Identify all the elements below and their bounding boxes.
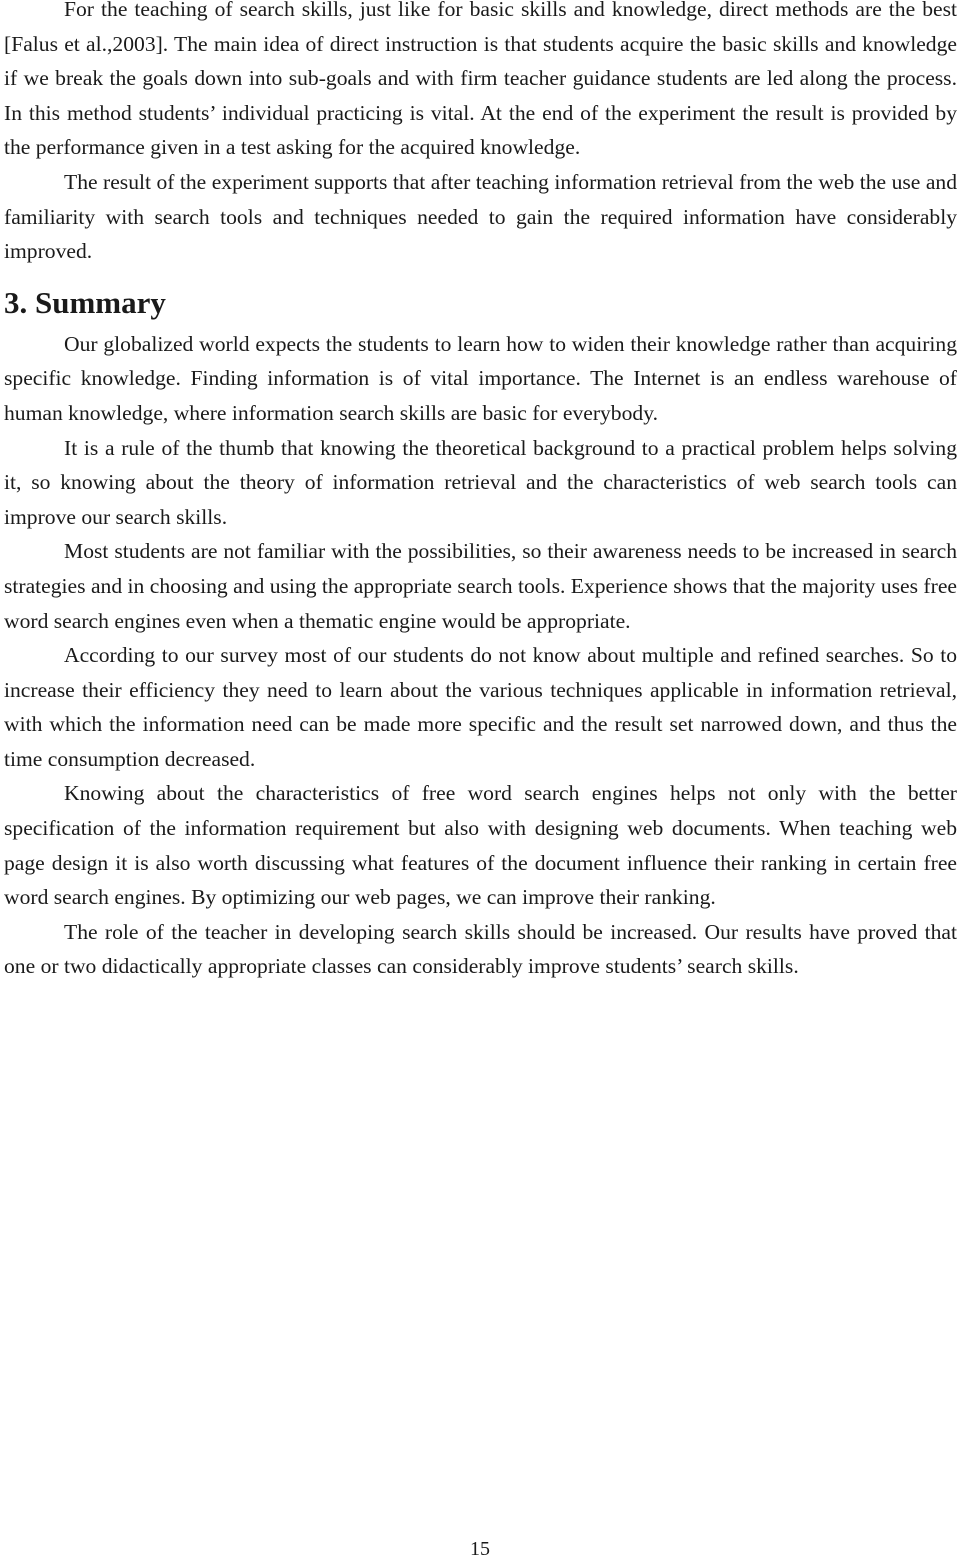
paragraph-direct-methods: For the teaching of search skills, just like for basic skills and knowledge, direct methods are the best [Falus et al.,2003]. The main idea of direct instruction is that students acquire the basic skills and knowledge if we break the goals down into sub-goals and with firm teacher guidance students are led along the process. In this method students’ individual practicing is vital. At the end of the experiment the result is provided by the performance given in a test asking for the acquired knowledge.	[4, 0, 957, 160]
paragraph-search-engines: Knowing about the characteristics of free word search engines helps not only with the better specification of the information requirement but also with designing web documents. When teaching web page design it is also worth discussing what features of the document influence their ranking in certain free word search engines. By optimizing our web pages, we can improve their ranking.	[4, 781, 957, 910]
paragraph-survey: According to our survey most of our students do not know about multiple and refined searches. So to increase their efficiency they need to learn about the various techniques applicable in information retrieval, with which the information need can be made more specific and the result set narrowed down, and thus the time consumption decreased.	[4, 643, 957, 771]
section-heading-summary: 3. Summary	[4, 284, 166, 320]
document-page	[4, 0, 957, 984]
paragraph-teacher-role: The role of the teacher in developing search skills should be increased. Our results have proved that one or two didactically appropriate classes can considerably improve students’ search skills.	[4, 919, 957, 979]
paragraph-experiment-result: The result of the experiment supports that after teaching information retrieval from the web the use and familiarity with search tools and techniques needed to gain the required information have considerably improved.	[4, 169, 957, 264]
page-number: 15	[470, 1538, 490, 1560]
paragraph-student-awareness: Most students are not familiar with the possibilities, so their awareness needs to be increased in search strategies and in choosing and using the appropriate search tools. Experience shows that the majority uses free word search engines even when a thematic engine would be appropriate.	[4, 539, 957, 633]
paragraph-globalized-world: Our globalized world expects the students to learn how to widen their knowledge rather than acquiring specific knowledge. Finding information is of vital importance. The Internet is an endless warehouse of human knowledge, where information search skills are basic for everybody.	[4, 331, 957, 425]
paragraph-rule-of-thumb: It is a rule of the thumb that knowing the theoretical background to a practical problem helps solving it, so knowing about the theory of information retrieval and the characteristics of web search tools can improve our search skills.	[4, 435, 957, 529]
